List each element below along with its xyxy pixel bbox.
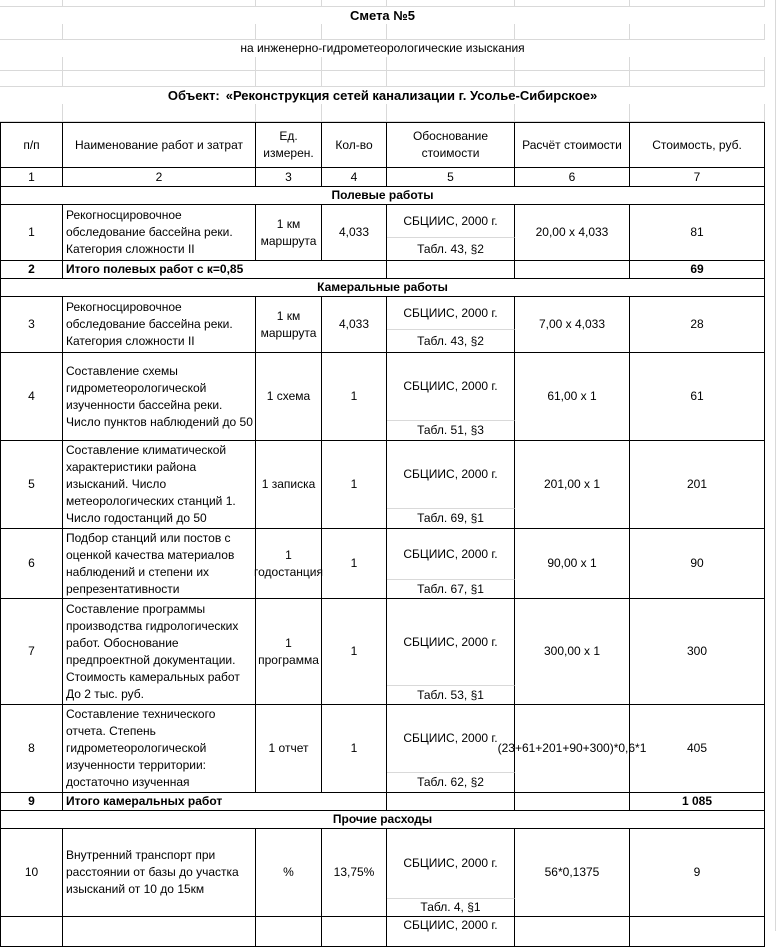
row-number[interactable]: 9 xyxy=(0,793,63,811)
basis-table-cell[interactable]: Табл. 51, §3 xyxy=(387,421,515,441)
row-number[interactable]: 5 xyxy=(0,441,63,529)
work-name[interactable]: Составление программы производства гидрологических работ. Обоснование предпроектной документации. Стоимость камеральных работ До 2 тыс. руб. xyxy=(63,599,256,705)
calc-cell[interactable]: 61,00 х 1 xyxy=(515,353,630,441)
basis-table-cell[interactable]: Табл. 67, §1 xyxy=(387,580,515,599)
basis-source-cell[interactable]: СБЦИИС, 2000 г. xyxy=(387,353,515,421)
total-label[interactable]: Итого полевых работ с к=0,85 xyxy=(63,261,387,279)
empty-cell[interactable] xyxy=(0,24,63,40)
row-number[interactable]: 1 xyxy=(0,205,63,261)
basis-source-cell[interactable]: СБЦИИС, 2000 г. xyxy=(387,829,515,899)
unit-cell[interactable]: % xyxy=(256,829,322,917)
cost-cell[interactable]: 201 xyxy=(630,441,765,529)
basis-source-cell[interactable]: СБЦИИС, 2000 г. xyxy=(387,599,515,686)
total-cost[interactable]: 1 085 xyxy=(630,793,765,811)
basis-source-cell[interactable]: СБЦИИС, 2000 г. xyxy=(387,441,515,509)
cost-cell[interactable]: 405 xyxy=(630,705,765,793)
empty-cell[interactable] xyxy=(387,793,515,811)
header-cell[interactable]: Расчёт стоимости xyxy=(515,122,630,168)
empty-cell[interactable] xyxy=(322,0,387,7)
header-cell[interactable]: Ед. измерен. xyxy=(256,122,322,168)
cost-cell[interactable]: 90 xyxy=(630,529,765,599)
row-number[interactable]: 10 xyxy=(0,829,63,917)
empty-cell[interactable] xyxy=(630,71,765,87)
empty-cell[interactable] xyxy=(63,24,256,40)
empty-cell[interactable] xyxy=(63,0,256,7)
quantity-cell[interactable]: 13,75% xyxy=(322,829,387,917)
empty-cell[interactable] xyxy=(0,0,63,7)
cost-cell[interactable]: 9 xyxy=(630,829,765,917)
section-header[interactable]: Полевые работы xyxy=(0,187,765,205)
cost-cell[interactable]: 81 xyxy=(630,205,765,261)
object-label: Объект: xyxy=(167,88,220,103)
empty-cell[interactable] xyxy=(63,104,256,122)
empty-cell[interactable] xyxy=(387,0,515,7)
header-cell[interactable]: Наименование работ и затрат xyxy=(63,122,256,168)
column-number-cell[interactable]: 7 xyxy=(630,168,765,187)
empty-cell[interactable] xyxy=(630,24,765,40)
empty-cell[interactable] xyxy=(515,71,630,87)
empty-cell[interactable] xyxy=(515,24,630,40)
basis-table-cell[interactable]: Табл. 69, §1 xyxy=(387,509,515,529)
cost-cell[interactable]: 300 xyxy=(630,599,765,705)
empty-cell[interactable] xyxy=(256,71,322,87)
total-cost[interactable]: 69 xyxy=(630,261,765,279)
row-number[interactable]: 8 xyxy=(0,705,63,793)
basis-source-cell[interactable]: СБЦИИС, 2000 г. xyxy=(387,205,515,238)
unit-cell[interactable]: 1 схема xyxy=(256,353,322,441)
column-number-cell[interactable]: 1 xyxy=(0,168,63,187)
column-number-cell[interactable]: 3 xyxy=(256,168,322,187)
basis-table-cell[interactable]: Табл. 4, §1 xyxy=(387,899,515,917)
unit-cell[interactable]: 1 годостанция xyxy=(256,529,322,599)
quantity-cell[interactable]: 1 xyxy=(322,353,387,441)
row-number[interactable]: 6 xyxy=(0,529,63,599)
unit-cell[interactable]: 1 отчет xyxy=(256,705,322,793)
empty-cell[interactable] xyxy=(387,261,515,279)
quantity-cell[interactable]: 1 xyxy=(322,599,387,705)
calc-cell[interactable]: 300,00 х 1 xyxy=(515,599,630,705)
empty-cell[interactable] xyxy=(515,57,630,71)
empty-cell[interactable] xyxy=(387,57,515,71)
cost-cell[interactable] xyxy=(630,917,765,947)
work-name[interactable]: Рекогносцировочное обследование бассейна реки. Категория сложности II xyxy=(63,205,256,261)
basis-source-cell[interactable]: СБЦИИС, 2000 г. xyxy=(387,917,515,947)
basis-source-cell[interactable]: СБЦИИС, 2000 г. xyxy=(387,705,515,773)
total-label[interactable]: Итого камеральных работ xyxy=(63,793,387,811)
empty-cell[interactable] xyxy=(63,57,256,71)
work-name[interactable]: Внутренний транспорт при расстоянии от базы до участка изысканий от 10 до 15км xyxy=(63,829,256,917)
cost-cell[interactable]: 28 xyxy=(630,297,765,353)
empty-cell[interactable] xyxy=(256,57,322,71)
basis-table-cell[interactable]: Табл. 43, §2 xyxy=(387,330,515,353)
work-name[interactable] xyxy=(63,917,256,947)
work-name[interactable]: Составление схемы гидрометеорологической изученности бассейна реки. Число пунктов наблюдений до 50 xyxy=(63,353,256,441)
calc-cell[interactable]: 56*0,1375 xyxy=(515,829,630,917)
empty-cell[interactable] xyxy=(387,24,515,40)
calc-cell[interactable]: 20,00 х 4,033 xyxy=(515,205,630,261)
work-name[interactable]: Составление климатической характеристики района изысканий. Число метеорологических станций 1. Число годостанций до 50 xyxy=(63,441,256,529)
basis-table-cell[interactable]: Табл. 62, §2 xyxy=(387,773,515,793)
row-number[interactable]: 4 xyxy=(0,353,63,441)
quantity-cell[interactable]: 1 xyxy=(322,705,387,793)
row-number[interactable]: 2 xyxy=(0,261,63,279)
empty-cell[interactable] xyxy=(630,0,765,7)
basis-table-cell[interactable]: Табл. 43, §2 xyxy=(387,238,515,261)
empty-cell[interactable] xyxy=(630,104,765,122)
empty-cell[interactable] xyxy=(63,71,256,87)
empty-cell[interactable] xyxy=(0,57,63,71)
unit-cell[interactable]: 1 км маршрута xyxy=(256,205,322,261)
quantity-cell[interactable]: 4,033 xyxy=(322,205,387,261)
column-number-cell[interactable]: 2 xyxy=(63,168,256,187)
header-cell[interactable]: Обоснование стоимости xyxy=(387,122,515,168)
row-number[interactable] xyxy=(0,917,63,947)
sheet-subtitle[interactable]: на инженерно-гидрометеорологические изыскания xyxy=(0,40,765,57)
empty-cell[interactable] xyxy=(256,104,322,122)
calc-cell[interactable]: 90,00 х 1 xyxy=(515,529,630,599)
unit-cell[interactable]: 1 программа xyxy=(256,599,322,705)
work-name[interactable]: Рекогносцировочное обследование бассейна реки. Категория сложности II xyxy=(63,297,256,353)
empty-cell[interactable] xyxy=(515,0,630,7)
section-header[interactable]: Камеральные работы xyxy=(0,279,765,297)
unit-cell[interactable]: 1 записка xyxy=(256,441,322,529)
unit-cell[interactable] xyxy=(256,917,322,947)
empty-cell[interactable] xyxy=(322,104,387,122)
empty-cell[interactable] xyxy=(387,71,515,87)
cost-cell[interactable]: 61 xyxy=(630,353,765,441)
header-cell[interactable]: п/п xyxy=(0,122,63,168)
empty-cell[interactable] xyxy=(256,0,322,7)
empty-cell[interactable] xyxy=(630,57,765,71)
work-name[interactable]: Подбор станций или постов с оценкой качества материалов наблюдений и степени их репрезентативности xyxy=(63,529,256,599)
empty-cell[interactable] xyxy=(515,261,630,279)
quantity-cell[interactable]: 1 xyxy=(322,441,387,529)
basis-table-cell[interactable]: Табл. 53, §1 xyxy=(387,686,515,705)
sheet-title[interactable]: Смета №5 xyxy=(0,7,765,24)
calc-cell[interactable]: (23+61+201+90+300)*0,6*1 xyxy=(515,705,630,793)
empty-cell[interactable] xyxy=(322,24,387,40)
calc-cell[interactable] xyxy=(515,917,630,947)
header-cell[interactable]: Стоимость, руб. xyxy=(630,122,765,168)
column-number-cell[interactable]: 6 xyxy=(515,168,630,187)
section-header[interactable]: Прочие расходы xyxy=(0,811,765,829)
quantity-cell[interactable]: 1 xyxy=(322,529,387,599)
empty-cell[interactable] xyxy=(0,71,63,87)
empty-cell[interactable] xyxy=(0,104,63,122)
object-line[interactable] xyxy=(0,87,765,104)
work-name[interactable]: Составление технического отчета. Степень гидрометеорологической изученности территории: достаточно изученная xyxy=(63,705,256,793)
empty-cell[interactable] xyxy=(322,71,387,87)
empty-cell[interactable] xyxy=(515,793,630,811)
row-number[interactable]: 7 xyxy=(0,599,63,705)
column-number-cell[interactable]: 4 xyxy=(322,168,387,187)
quantity-cell[interactable]: 4,033 xyxy=(322,297,387,353)
empty-cell[interactable] xyxy=(322,57,387,71)
empty-cell[interactable] xyxy=(256,24,322,40)
basis-source-cell[interactable]: СБЦИИС, 2000 г. xyxy=(387,529,515,580)
header-cell[interactable]: Кол-во xyxy=(322,122,387,168)
column-number-cell[interactable]: 5 xyxy=(387,168,515,187)
empty-cell[interactable] xyxy=(515,104,630,122)
calc-cell[interactable]: 201,00 х 1 xyxy=(515,441,630,529)
unit-cell[interactable]: 1 км маршрута xyxy=(256,297,322,353)
calc-cell[interactable]: 7,00 х 4,033 xyxy=(515,297,630,353)
empty-cell[interactable] xyxy=(387,104,515,122)
empty-cell[interactable] xyxy=(765,0,776,931)
row-number[interactable]: 3 xyxy=(0,297,63,353)
basis-source-cell[interactable]: СБЦИИС, 2000 г. xyxy=(387,297,515,330)
object-name: «Реконструкция сетей канализации г. Усолье-Сибирское» xyxy=(225,88,598,103)
quantity-cell[interactable] xyxy=(322,917,387,947)
